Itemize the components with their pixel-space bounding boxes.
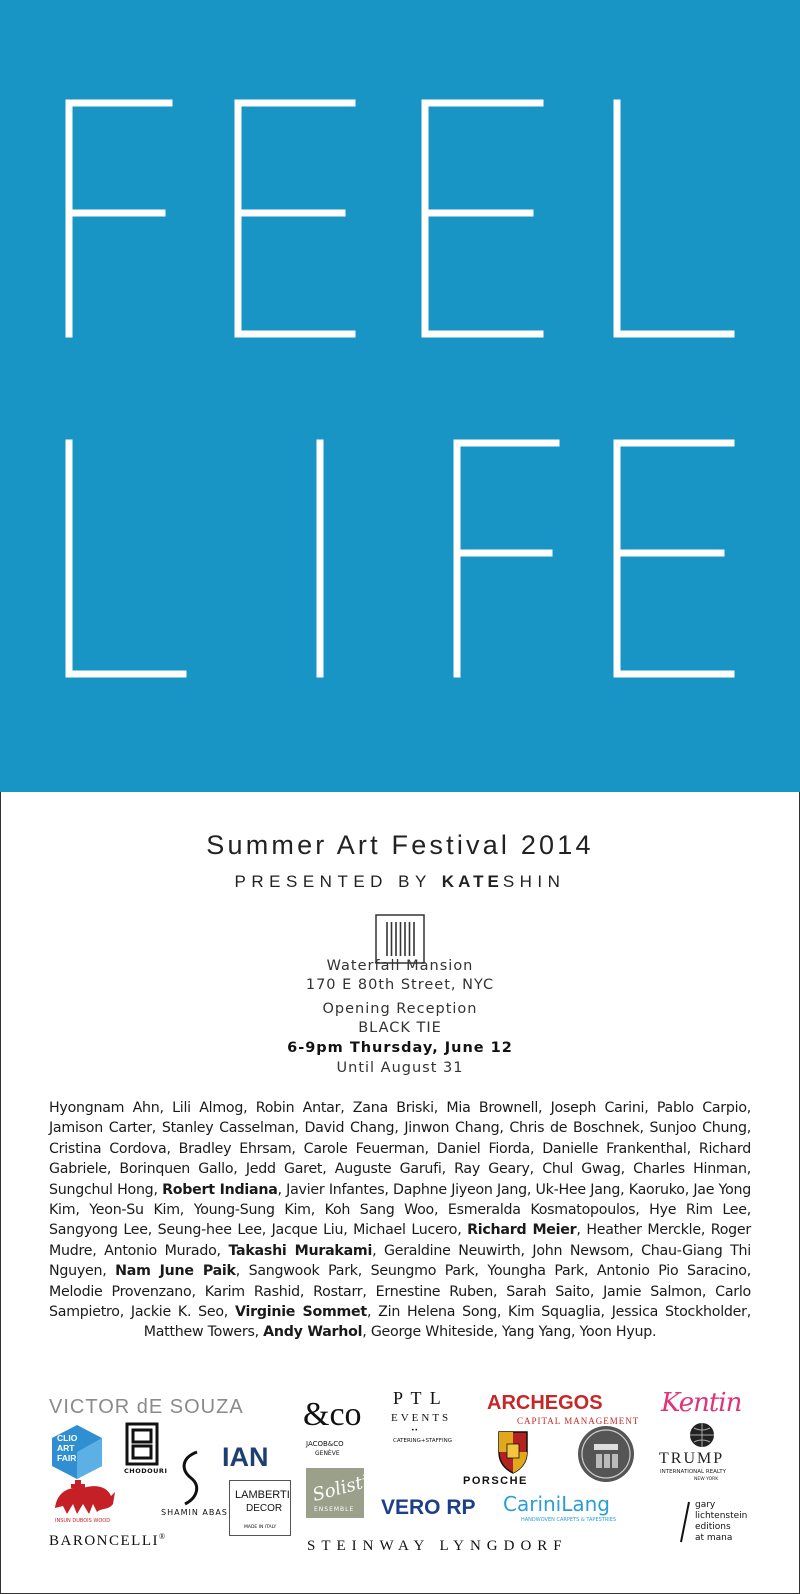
artist-name: Sungchul Hong [49, 1181, 154, 1198]
artist-name: Charles Hinman [633, 1161, 747, 1178]
exhibition-until: Until August 31 [336, 1060, 464, 1076]
artist-name: Carole Feuerman [303, 1140, 425, 1157]
lamberti-decor: DECOR [246, 1503, 283, 1514]
wolf-icon [49, 1478, 119, 1518]
artist-name: Antonio Murado [104, 1242, 217, 1259]
steinway-lyngdorf-logo: STEINWAY LYNGDORF [307, 1538, 568, 1554]
artist-name: Roger Mudre [49, 1222, 751, 1259]
hero-letter-l1 [617, 103, 731, 334]
hero-banner [0, 0, 800, 792]
artist-name: Jinwon Chang [404, 1120, 500, 1137]
artist-name: Jamie Salmon [603, 1283, 702, 1300]
artist-name: Joseph Carini [550, 1100, 645, 1116]
reception-time: 6-9pm Thursday, June 12 [287, 1040, 513, 1056]
clio-line-3: FAIR [57, 1453, 77, 1463]
sponsor-logos [1, 1388, 799, 1588]
presenter-last: SHIN [502, 872, 566, 891]
baroncelli-logo [49, 1532, 167, 1550]
lamberti-name: LAMBERTI [235, 1489, 290, 1501]
gary-line-1: gary [695, 1500, 716, 1510]
baroncelli-name: BARONCELLI [49, 1533, 159, 1549]
ptl-sub: CATERING+STAFFING [393, 1438, 452, 1444]
venue-address: 170 E 80th Street, NYC [305, 977, 495, 993]
round-emblem-icon [576, 1424, 636, 1484]
artist-name: Robin Antar [255, 1100, 341, 1116]
artist-name: Auguste Garufi [334, 1161, 442, 1178]
reception-label: Opening Reception [322, 1001, 478, 1017]
gary-line-2: lichtenstein [695, 1511, 748, 1521]
venue-name: Waterfall Mansion [326, 958, 474, 974]
artist-name: Antonio Pio Saracino [596, 1263, 747, 1280]
shamin-s-icon [151, 1450, 231, 1506]
shamin-name: SHAMIN ABAS [161, 1508, 228, 1517]
artist-name: Danielle Frankenthal [542, 1140, 687, 1157]
presented-by [1, 872, 799, 892]
artist-name: Kaoruko [628, 1181, 685, 1198]
trump-sub: INTERNATIONAL REALTY [660, 1469, 726, 1475]
artist-name: Zana Briski [352, 1100, 434, 1116]
hero-letter-e3 [617, 443, 731, 674]
artist-name: Heather Merckle [586, 1222, 701, 1239]
ian-logo: IAN [222, 1442, 269, 1472]
jacob-city: GENÈVE [315, 1450, 340, 1457]
artist-name: Sunjoo Chung [649, 1120, 747, 1137]
carini-sub: HANDWOVEN CARPETS & TAPESTRIES [521, 1517, 617, 1523]
hero-letter-e2 [425, 103, 540, 334]
artist-name: Esmeralda Kosmatopoulos [447, 1202, 636, 1219]
artist-name: Mia Brownell [446, 1100, 539, 1116]
artist-name: Daniel Fiorda [436, 1140, 530, 1157]
archegos-sub: CAPITAL MANAGEMENT [517, 1416, 640, 1426]
artist-name: Melodie Provenzano [49, 1283, 192, 1300]
artist-name: Borinquen Gallo [119, 1161, 234, 1178]
artist-name: Rostarr [313, 1283, 363, 1300]
clio-line-1: CLIO [57, 1433, 78, 1443]
trump-city: NEW YORK [694, 1477, 719, 1482]
artist-name: Javier Infantes [286, 1181, 385, 1198]
artist-name: Koh Sang Woo [324, 1202, 434, 1219]
clio-line-2: ART [57, 1443, 75, 1453]
artist-name: Andy Warhol [263, 1324, 363, 1341]
artist-name: Kim Squaglia [508, 1304, 601, 1321]
artist-name: David Chang [304, 1120, 395, 1137]
porsche-crest-icon [463, 1430, 563, 1474]
artist-name: Sarah Saito [506, 1283, 590, 1300]
vero-rp-logo: VERO RP [381, 1496, 476, 1519]
solisti-name: Solisti [310, 1470, 371, 1507]
baroncelli-mark: ® [159, 1532, 167, 1541]
artist-name: Hye Rim Lee [649, 1202, 747, 1219]
solisti-ensemble-logo [306, 1468, 371, 1518]
artist-name: Zin Helena Song [378, 1304, 497, 1321]
artist-name: Yang Yang [501, 1324, 571, 1341]
presenter-first: KATE [441, 872, 503, 891]
event-details [0, 792, 800, 1594]
artist-name: Carlo Sampietro [49, 1283, 751, 1321]
lamberti-decor-logo [229, 1480, 291, 1536]
presented-prefix: PRESENTED BY [234, 872, 432, 891]
hero-letter-f2 [457, 443, 556, 674]
artist-name: Seungmo Park [370, 1263, 475, 1280]
artist-name: Nam June Paik [115, 1263, 236, 1280]
artist-name: Karim Rashid [204, 1283, 300, 1300]
jacob-name: JACOB&CO [306, 1440, 344, 1448]
artist-name: Jedd Garet [245, 1161, 323, 1178]
artist-name: George Whiteside [370, 1324, 494, 1341]
kentin-logo: Kentin [661, 1388, 742, 1418]
gary-lichtenstein-logo [679, 1500, 759, 1560]
solisti-sub: ENSEMBLE [314, 1506, 355, 1513]
artist-name: Young-Sung Kim [193, 1202, 311, 1219]
artist-name: John Newsom [532, 1242, 630, 1259]
victor-de-souza-logo: VICTOR dE SOUZA [49, 1396, 244, 1418]
artist-name: Lili Almog [172, 1100, 244, 1116]
lamberti-made: MADE IN ITALY [244, 1525, 277, 1530]
dress-code: BLACK TIE [358, 1020, 442, 1036]
artist-name: Cristina Cordova [49, 1140, 167, 1157]
artist-name: Jae Yong Kim [49, 1181, 752, 1219]
artist-name: Richard Meier [467, 1222, 577, 1239]
insun-name: INSUN DUBOIS WOOD [55, 1518, 111, 1524]
artist-name: Ray Geary [454, 1161, 530, 1178]
artist-name: Takashi Murakami [228, 1242, 373, 1259]
ptl-events: EVENTS [391, 1412, 452, 1424]
chodouri-name: CHODOURI [124, 1467, 168, 1475]
artist-name: Jacque Liu [271, 1222, 344, 1239]
artist-name: Chul Gwag [542, 1161, 621, 1178]
trump-realty-logo [656, 1422, 756, 1488]
artist-name: Pablo Carpio [656, 1100, 747, 1116]
sponsor-round-emblem-icon [576, 1424, 636, 1484]
trump-globe-icon [656, 1422, 756, 1448]
clio-art-fair-logo [51, 1424, 103, 1480]
artist-name: Robert Indiana [162, 1181, 278, 1198]
artist-name: Yeon-Su Kim [89, 1202, 180, 1219]
carini-lang-logo [503, 1492, 643, 1528]
hero-headline [0, 0, 800, 792]
waterfall-mansion-logo-icon [375, 914, 425, 964]
artist-name: Michael Lucero [353, 1222, 458, 1239]
ptl-events-logo [387, 1388, 467, 1454]
ptl-name: P T L [393, 1388, 443, 1408]
artist-name: Jamison Carter [49, 1120, 152, 1137]
hero-letter-l2 [69, 443, 183, 674]
ptl-dots-icon: •• [411, 1427, 419, 1434]
artist-list: Hyongnam Ahn, Lili Almog, Robin Antar, Zana Briski, Mia Brownell, Joseph Carini, Pablo Carpio, Jamison Carter, Stanley Casselman, David Chang, Jinwon Chang, Chris de Boschnek, Sunjoo Chung, Cristina Cordova, Bradley Ehrsam, Carole Feuerman, Daniel Fiorda, Danielle Frankenthal, Richard Gabriele, Borinquen Gallo, Jedd Garet, Auguste Garufi, Ray Geary, Chul Gwag, Charles Hinman, Sungchul Hong, Robert Indiana, Javier Infantes, Daphne Jiyeon Jang, Uk-Hee Jang, Kaoruko, Jae Yong Kim, Yeon-Su Kim, Young-Sung Kim, Koh Sang Woo, Esmeralda Kosmatopoulos, Hye Rim Lee, Sangyong Lee, Seung-hee Lee, Jacque Liu, Michael Lucero, Richard Meier, Heather Merckle, Roger Mudre, Antonio Murado, Takashi Murakami, Geraldine Neuwirth, John Newsom, Chau-Giang Thi Nguyen, Nam June Paik, Sangwook Park, Seungmo Park, Youngha Park, Antonio Pio Saracino, Melodie Provenzano, Karim Rashid, Rostarr, Ernestine Ruben, Sarah Saito, Jamie Salmon, Carlo Sampietro, Jackie K. Seo, Virginie Sommet, Zin Helena Song, Kim Squaglia, Jessica Stockholder, Matthew Towers, Andy Warhol, George Whiteside, Yang Yang, Yoon Hyup. [49, 1100, 752, 1341]
artist-name: Virginie Sommet [234, 1304, 367, 1321]
artist-name: Chau-Giang Thi Nguyen [49, 1242, 751, 1280]
insun-wolf-logo [49, 1478, 119, 1526]
artist-name: Sangwook Park [248, 1263, 358, 1280]
artist-name: Matthew Towers [143, 1324, 255, 1341]
artist-name: Seung-hee Lee [157, 1222, 262, 1239]
gary-line-3: editions [695, 1522, 731, 1532]
artist-name: Chris de Boschnek [509, 1120, 640, 1137]
shamin-abas-logo [151, 1450, 231, 1520]
artist-name: Richard Gabriele [49, 1140, 751, 1178]
jacob-and-co-logo [301, 1396, 362, 1464]
trump-name: TRUMP [659, 1450, 725, 1467]
porsche-logo [463, 1430, 563, 1490]
artist-name: Jessica Stockholder [611, 1304, 747, 1321]
artist-name: Daphne Jiyeon Jang [393, 1181, 527, 1198]
artist-name: Youngha Park [487, 1263, 584, 1280]
archegos-name: ARCHEGOS [487, 1392, 603, 1414]
artist-name: Yoon Hyup [579, 1324, 652, 1341]
hero-letter-f1 [69, 103, 169, 334]
jacob-symbol: &co [303, 1396, 362, 1433]
slash-icon [679, 1500, 691, 1544]
artist-name: Geraldine Neuwirth [383, 1242, 521, 1259]
festival-title: Summer Art Festival 2014 [206, 830, 594, 860]
carini-name: CariniLang [503, 1492, 611, 1516]
hero-letter-e1 [238, 103, 352, 334]
artist-name: Jackie K. Seo [130, 1304, 224, 1321]
artist-name: Uk-Hee Jang [535, 1181, 621, 1198]
artist-name: Ernestine Ruben [375, 1283, 493, 1300]
gary-line-4: at mana [695, 1533, 733, 1543]
artist-name: Hyongnam Ahn [49, 1100, 160, 1116]
porsche-name: PORSCHE [463, 1475, 528, 1487]
artist-name: Sangyong Lee [49, 1222, 148, 1239]
artist-name: Stanley Casselman [161, 1120, 295, 1137]
artist-name: Bradley Ehrsam [178, 1140, 292, 1157]
